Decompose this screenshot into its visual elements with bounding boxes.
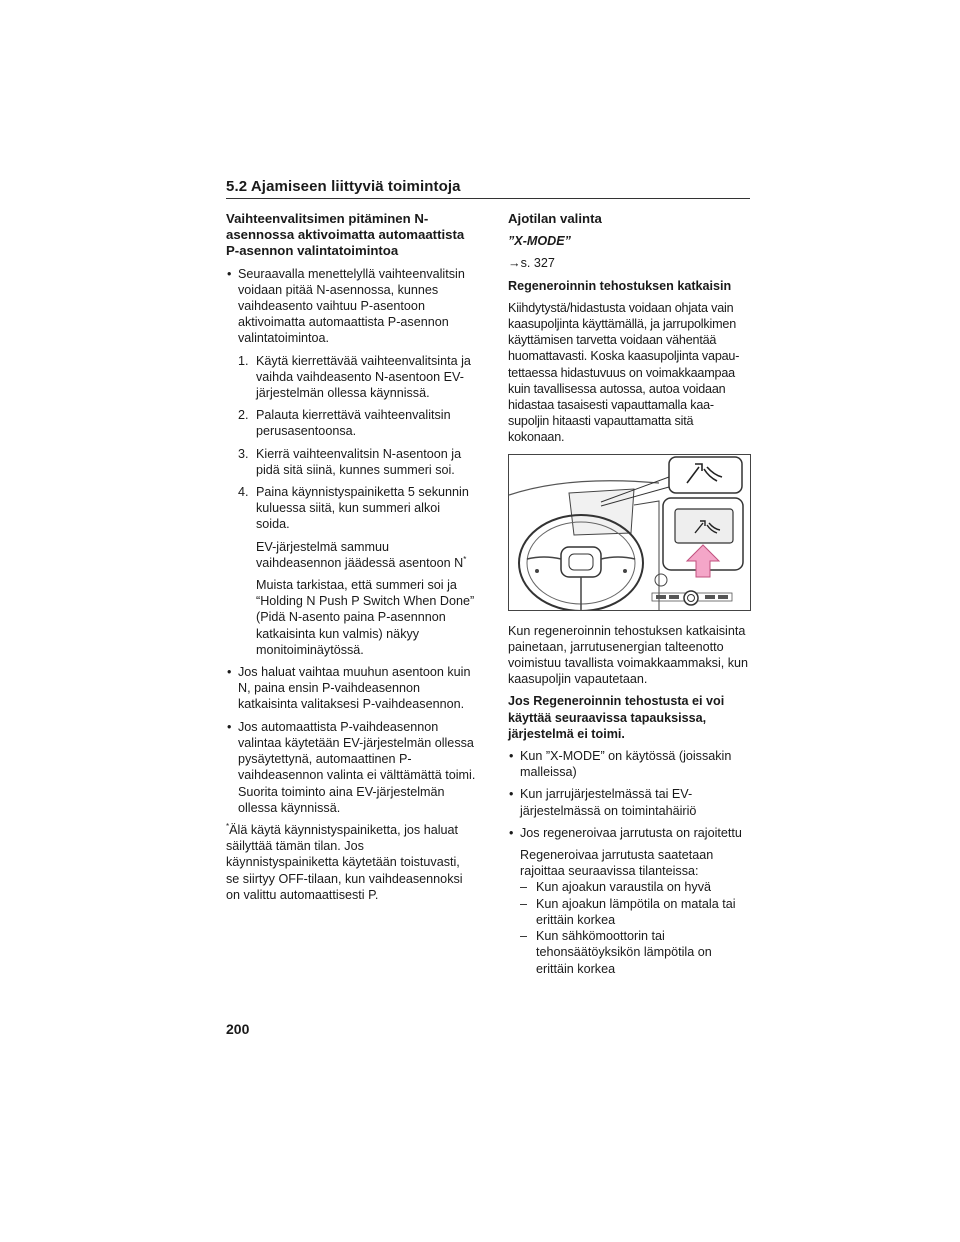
page-number: 200 — [226, 1021, 250, 1037]
step-text: Käytä kierrettävää vaihteenvalitsinta ja vaihda vaihdeasento N-asentoon EV-järjestelmän ollessa käynnissä. — [256, 353, 471, 401]
step-number: 4. — [238, 485, 249, 500]
step-text: Kierrä vaihteenvalitsin N-asentoon ja pidä sitä siinä, kunnes summeri soi. — [256, 446, 462, 477]
bullet-text: Kun jarrujärjestelmässä tai EV-järjestelmässä on toimintahäiriö — [520, 787, 697, 818]
dashboard-illustration — [509, 455, 750, 610]
limit-item — [520, 879, 752, 895]
step-item — [238, 446, 476, 478]
bullet-icon: • — [227, 266, 232, 281]
limit-item — [520, 928, 752, 977]
step4-note-2: Muista tarkistaa, että summeri soi ja “Holding N Push P Switch When Done” (Pidä N-asento paina P-asennnon katkaisinta kun valmis) näkyy monitoiminäytössä. — [256, 578, 475, 657]
bullet-text: Jos haluat vaihtaa muuhun asentoon kuin N, paina ensin P-vaihdeasennon katkaisinta valitaksesi P-vaihdeasennon. — [238, 665, 471, 712]
footnote-mark: * — [226, 821, 230, 831]
step-item — [238, 353, 476, 402]
dash-icon: – — [520, 896, 528, 911]
step4-note-text: EV-järjestelmä sammuu vaihdeasennon jäädessä asentoon N — [256, 539, 464, 570]
step-text: Palauta kierrettävä vaihteenvalitsin perusasentoonsa. — [256, 408, 451, 439]
left-column — [226, 211, 476, 909]
limit-text: Kun sähkömoottorin tai tehonsäätöyksikön lämpötila on erittäin korkea — [536, 929, 712, 976]
list-item — [226, 266, 476, 347]
list-item — [226, 664, 476, 713]
step-number: 3. — [238, 446, 249, 461]
bullet-text: Seuraavalla menettelyllä vaihteenvalitsin voidaan pitää N-asennossa, kunnes vaihdeasento vaihtuu P-asentoon aktivoimatta automaattista P-asennon valintatoimintoa. — [238, 266, 465, 346]
limit-text: Kun ajoakun lämpötila on matala tai erittäin korkea — [536, 896, 736, 927]
list-item — [508, 786, 752, 818]
regen-text: Kiihdytystä/hidastusta voidaan ohjata vain kaasupoljinta käyttämällä, ja jarrupolkimen käyttämisen tarvetta voidaan vähentää huomattavasti. Koska kaasupoljinta vapau-tettaessa hidastuvuus on voimakkaampaa kuin tavallisessa autossa, autoa voidaan hidastaa tasaisesti vapauttamalla kaa-supoljin hitaasti vapauttamatta sitä kokonaan. — [508, 300, 740, 445]
right-heading: Ajotilan valinta — [508, 211, 602, 226]
section-header: 5.2 Ajamiseen liittyviä toimintoja — [226, 178, 750, 199]
step4-note — [238, 539, 476, 571]
regen-heading: Regeneroinnin tehostuksen katkaisin — [508, 278, 732, 293]
xmode-title: ”X-MODE” — [508, 234, 571, 249]
footnote-text: Älä käytä käynnistyspainiketta, jos haluat säilyttää tämän tilan. Jos käynnistyspainiketta käytetään toistuvasti, se siirtyy OFF-tilaan, kun vaihdeasennoksi on valittu automaattisesti P. — [226, 822, 463, 902]
step-item — [238, 484, 476, 533]
bullet-text: Jos regeneroivaa jarrutusta on rajoitettu — [520, 825, 742, 840]
dashboard-figure — [508, 454, 751, 611]
dash-icon: – — [520, 880, 528, 895]
dash-icon: – — [520, 929, 528, 944]
xmode-ref[interactable]: →s. 327 — [508, 256, 555, 271]
right-column — [508, 211, 752, 977]
limit-intro: Regeneroivaa jarrutusta saatetaan rajoittaa seuraavissa tilanteissa: — [520, 848, 714, 879]
footnote — [226, 822, 476, 903]
list-item — [226, 719, 476, 816]
regen-boost-switch[interactable] — [675, 509, 733, 543]
step-item — [238, 407, 476, 439]
bullet-icon: • — [227, 665, 232, 680]
list-item — [508, 748, 752, 780]
step-number: 1. — [238, 353, 249, 368]
list-item — [508, 825, 752, 841]
bullet-text: Jos automaattista P-vaihdeasennon valintaa käytetään EV-järjestelmän ollessa pysäytettynä, automaattinen P-vaihdeasennon valinta ei välttämättä toimi. Suorita toiminto aina EV-järjestelmän ollessa käynnissä. — [238, 719, 476, 815]
left-heading: Vaihteenvalitsimen pitäminen N-asennossa aktivoimatta automaattista P-asennon valintatoimintoa — [226, 211, 465, 259]
step-text: Paina käynnistyspainiketta 5 sekunnin kuluessa siitä, kun summeri alkoi soida. — [256, 485, 469, 532]
limit-item — [520, 896, 752, 928]
bullet-icon: • — [509, 787, 514, 802]
bullet-icon: • — [509, 825, 514, 840]
after-figure-text: Kun regeneroinnin tehostuksen katkaisinta painetaan, jarrutusenergian talteenotto voimistuu tavallista voimakkaammaksi, kun kaasupoljin vapautetaan. — [508, 623, 749, 687]
bullet-text: Kun ”X-MODE” on käytössä (joissakin malleissa) — [520, 749, 732, 780]
limit-text: Kun ajoakun varaustila on hyvä — [536, 880, 712, 895]
steps-list — [238, 353, 476, 533]
footnote-mark: * — [463, 554, 467, 564]
bullet-icon: • — [227, 719, 232, 734]
bullet-icon: • — [509, 749, 514, 764]
disabled-heading: Jos Regeneroinnin tehostusta ei voi käyttää seuraavissa tapauksissa, järjestelmä ei toimi. — [508, 694, 725, 741]
callout-indicator-box — [669, 457, 742, 493]
step-number: 2. — [238, 408, 249, 423]
